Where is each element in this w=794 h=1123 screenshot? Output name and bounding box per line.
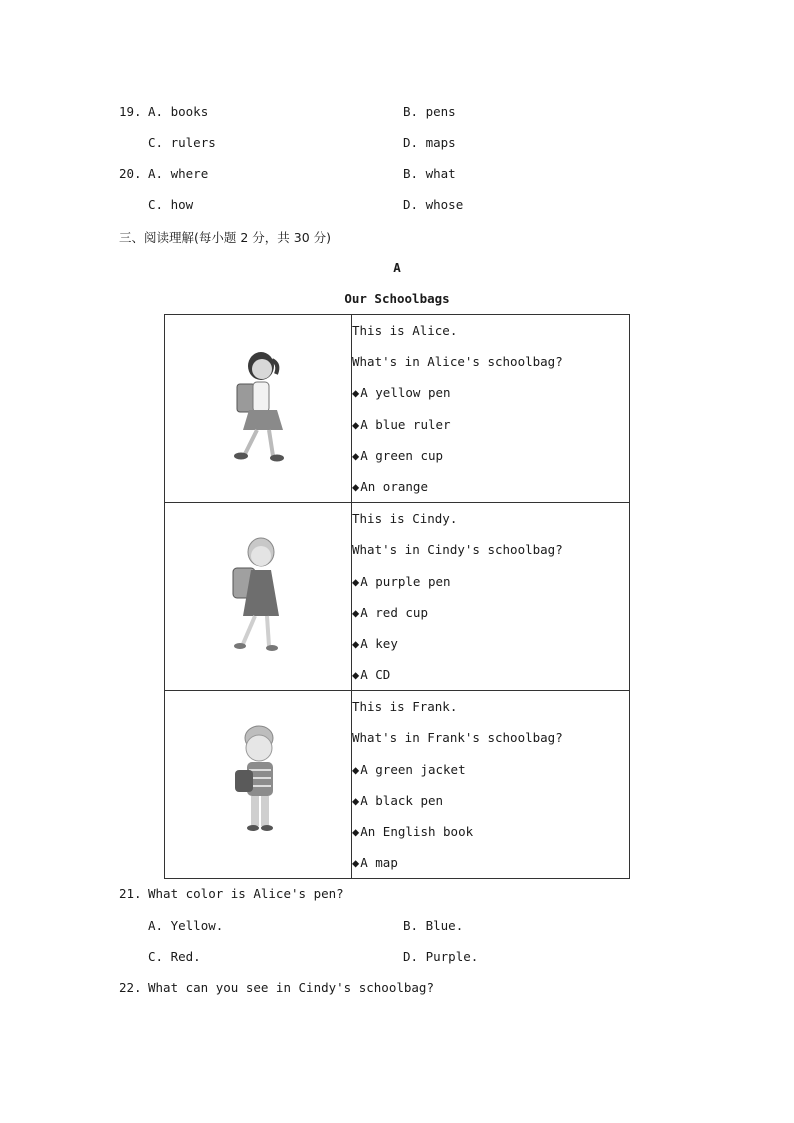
diamond-bullet-icon: ◆ — [352, 793, 360, 808]
picture-cell — [165, 315, 352, 503]
picture-cell — [165, 503, 352, 691]
diamond-bullet-icon: ◆ — [352, 856, 360, 871]
option-a: A. books — [148, 104, 209, 119]
intro-line: This is Alice. — [352, 323, 458, 338]
option-b: B. Blue. — [403, 918, 464, 933]
option-d: D. maps — [403, 135, 456, 150]
intro-line: This is Frank. — [352, 699, 458, 715]
list-item: ◆A yellow pen — [352, 385, 451, 401]
option-c: C. how — [148, 197, 194, 212]
option-c: C. rulers — [148, 135, 216, 150]
list-item: ◆A green jacket — [352, 761, 466, 777]
option-d: D. Purple. — [403, 949, 479, 964]
question-number: 21. — [119, 886, 142, 901]
intro-line: This is Cindy. — [352, 511, 458, 527]
text-cell — [352, 691, 630, 879]
text-cell — [352, 503, 630, 691]
question-number: 22. — [119, 980, 142, 995]
list-item: ◆An English book — [352, 824, 474, 839]
option-b: B. what — [403, 166, 456, 181]
list-item: ◆A green cup — [352, 447, 444, 463]
question-line: What's in Alice's schoolbag? — [352, 354, 563, 370]
table-row — [165, 691, 630, 879]
list-item: ◆A red cup — [352, 604, 428, 620]
list-item: ◆A black pen — [352, 792, 444, 808]
list-item: ◆A map — [352, 855, 398, 871]
option-b: B. pens — [403, 104, 456, 119]
question-stem: What can you see in Cindy's schoolbag? — [148, 980, 434, 995]
passage-title: Our Schoolbags — [344, 291, 450, 306]
table-row — [165, 503, 630, 691]
diamond-bullet-icon: ◆ — [352, 636, 360, 651]
question-stem: What color is Alice's pen? — [148, 886, 344, 901]
list-item: ◆A CD — [352, 667, 391, 683]
picture-cell — [165, 691, 352, 879]
question-line: What's in Cindy's schoolbag? — [352, 542, 563, 558]
section-heading: 三、阅读理解(每小题 2 分，共 30 分) — [119, 230, 332, 245]
schoolbag-table — [164, 314, 630, 879]
text-cell — [352, 315, 630, 503]
table-row — [165, 315, 630, 503]
list-item: ◆A blue ruler — [352, 416, 451, 432]
girl-cindy-illustration — [223, 532, 293, 662]
diamond-bullet-icon: ◆ — [352, 448, 360, 463]
option-a: A. Yellow. — [148, 918, 224, 933]
diamond-bullet-icon: ◆ — [352, 605, 360, 620]
question-number: 19. — [119, 104, 142, 119]
boy-frank-illustration — [223, 720, 293, 850]
diamond-bullet-icon: ◆ — [352, 762, 360, 777]
question-line: What's in Frank's schoolbag? — [352, 730, 563, 746]
list-item: ◆A key — [352, 635, 398, 651]
diamond-bullet-icon: ◆ — [352, 479, 360, 494]
diamond-bullet-icon: ◆ — [352, 417, 360, 432]
option-a: A. where — [148, 166, 209, 181]
girl-alice-illustration — [223, 344, 293, 474]
diamond-bullet-icon: ◆ — [352, 668, 360, 683]
list-item: ◆A purple pen — [352, 573, 451, 589]
diamond-bullet-icon: ◆ — [352, 825, 360, 839]
list-item: ◆An orange — [352, 478, 428, 494]
passage-label: A — [393, 260, 401, 275]
question-number: 20. — [119, 166, 142, 181]
option-c: C. Red. — [148, 949, 201, 964]
diamond-bullet-icon: ◆ — [352, 386, 360, 401]
diamond-bullet-icon: ◆ — [352, 574, 360, 589]
option-d: D. whose — [403, 197, 464, 212]
